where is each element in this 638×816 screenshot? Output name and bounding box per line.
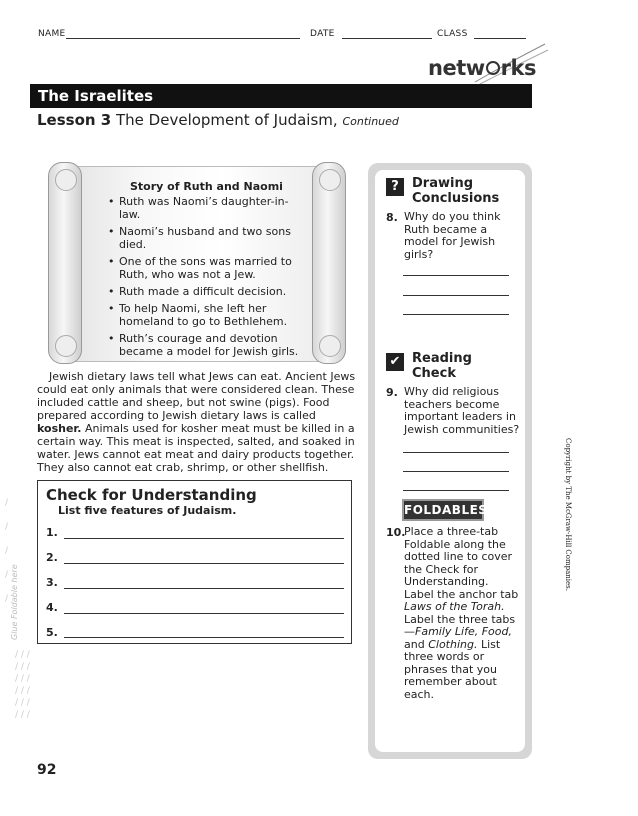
lesson-label: Lesson 3: [37, 111, 112, 129]
check-title: Check for Understanding: [46, 486, 257, 504]
drawing-heading-2: Conclusions: [412, 191, 500, 206]
lesson-continued: Continued: [342, 115, 399, 128]
reading-heading-2: Check: [412, 366, 456, 381]
question-icon: ?: [386, 178, 404, 196]
answer-line[interactable]: [403, 471, 509, 472]
glue-area: / / / / / / / / / / / / / / / / / / / / / / /: [5, 498, 30, 720]
list-item: • One of the sons was married to Ruth, who was not a Jew.: [108, 255, 308, 281]
answer-line[interactable]: [403, 295, 509, 296]
answer-line[interactable]: [403, 490, 509, 491]
answer-number: 3.: [46, 576, 58, 589]
ruth-naomi-scroll: [48, 162, 346, 364]
question-text: Why did religious teachers become important leaders in Jewish communities?: [404, 385, 520, 436]
answer-line-1[interactable]: [64, 538, 344, 539]
check-for-understanding-box: [37, 480, 352, 644]
foldables-badge: FOLDABLES: [402, 499, 484, 521]
date-label: DATE: [310, 29, 335, 39]
question-number: 9.: [386, 386, 398, 399]
scroll-title: Story of Ruth and Naomi: [130, 180, 283, 193]
networks-logo: netw rks: [428, 56, 536, 80]
answer-number: 4.: [46, 601, 58, 614]
glue-foldable-label: Glue Foldable here: [10, 564, 19, 640]
name-label: NAME: [38, 29, 66, 39]
question-number: 8.: [386, 211, 398, 224]
answer-number: 5.: [46, 626, 58, 639]
list-item: • To help Naomi, she left her homeland to go to Bethlehem.: [108, 302, 308, 328]
list-item: • Ruth was Naomi’s daughter-in-law.: [108, 195, 308, 221]
checkmark-icon: ✔: [386, 353, 404, 371]
check-subtitle: List five features of Judaism.: [58, 504, 237, 517]
list-item: • Ruth made a difficult decision.: [108, 285, 308, 298]
list-item: • Naomi’s husband and two sons died.: [108, 225, 308, 251]
answer-line-3[interactable]: [64, 588, 344, 589]
scroll-roll-right: [312, 162, 346, 364]
lesson-name: The Development of Judaism,: [116, 111, 338, 129]
answer-number: 1.: [46, 526, 58, 539]
name-blank: [66, 38, 300, 39]
foldables-instructions: Place a three-tab Foldable along the dotted line to cover the Check for Understanding. Label the anchor tab Laws of the Torah. Label the three tabs—Family Life, Food, and Clothing. List three words or phrases that you remember about each.: [404, 525, 519, 701]
answer-line[interactable]: [403, 452, 509, 453]
reading-heading-1: Reading: [412, 351, 472, 366]
answer-line-4[interactable]: [64, 613, 344, 614]
answer-line-2[interactable]: [64, 563, 344, 564]
unit-banner: The Israelites: [30, 84, 532, 108]
list-item: • Ruth’s courage and devotion became a model for Jewish girls.: [108, 332, 308, 358]
copyright-notice: Copyright by The McGraw-Hill Companies.: [564, 438, 572, 591]
answer-line-5[interactable]: [64, 637, 344, 638]
scroll-list: [108, 195, 308, 362]
question-number: 10.: [386, 526, 406, 539]
scroll-roll-left: [48, 162, 82, 364]
answer-line[interactable]: [403, 275, 509, 276]
question-text: Why do you think Ruth became a model for Jewish girls?: [404, 210, 501, 261]
answer-number: 2.: [46, 551, 58, 564]
lesson-title: [37, 111, 399, 129]
class-label: CLASS: [437, 29, 468, 39]
logo-circle-icon: [486, 61, 500, 75]
answer-line[interactable]: [403, 314, 509, 315]
drawing-heading-1: Drawing: [412, 176, 474, 191]
dietary-laws-paragraph: Jewish dietary laws tell what Jews can eat. Ancient Jews could eat only animals that were considered clean. These included cattle and sheep, but not swine (pigs). Food prepared according to Jewish dietary laws is called kosher. Animals used for kosher meat must be killed in a certain way. This meat is inspected, salted, and soaked in water. Jews cannot eat meat and dairy products together. They also cannot eat crab, shrimp, or other shellfish.: [37, 370, 356, 474]
date-blank: [342, 38, 432, 39]
class-blank: [474, 38, 526, 39]
page-number: 92: [37, 762, 57, 778]
